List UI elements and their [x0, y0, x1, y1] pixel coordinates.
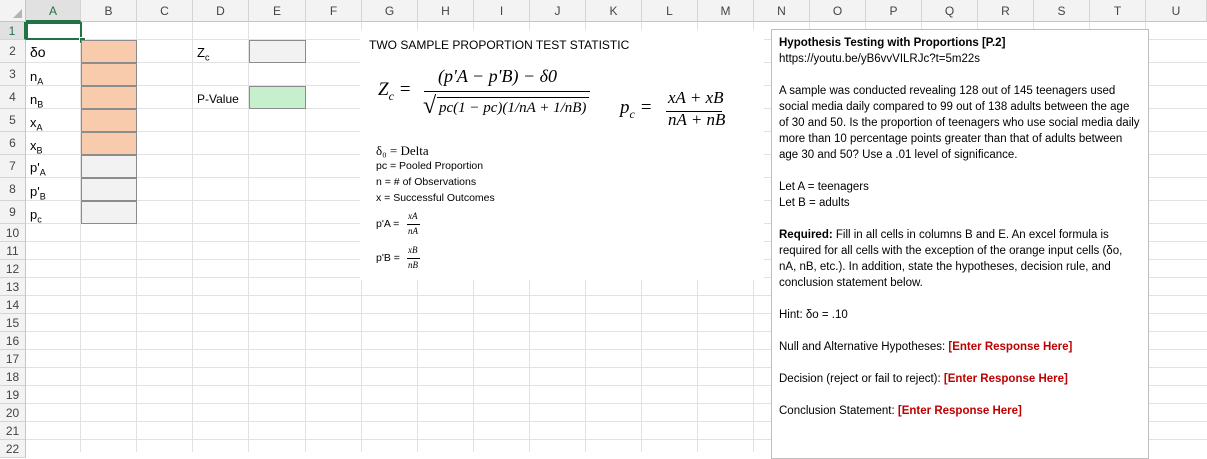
row-header-11[interactable]: 11	[0, 242, 26, 260]
null-response[interactable]: [Enter Response Here]	[948, 341, 1073, 353]
output-pvalue-cell[interactable]	[249, 86, 306, 109]
pa-num: xA	[408, 211, 418, 221]
row-header-9[interactable]: 9	[0, 201, 26, 224]
row-header-3[interactable]: 3	[0, 63, 26, 86]
column-header-a[interactable]: A	[26, 0, 81, 22]
row-header-6[interactable]: 6	[0, 132, 26, 155]
column-header-j[interactable]: J	[530, 0, 586, 22]
row-header-7[interactable]: 7	[0, 155, 26, 178]
textbox-conclusion	[779, 403, 1141, 419]
pa-definition: p'A =	[376, 218, 400, 230]
column-header-n[interactable]: N	[754, 0, 810, 22]
textbox-let-a: Let A = teenagers	[779, 181, 869, 193]
legend-pooled: pc = Pooled Proportion	[376, 160, 484, 172]
required-label: Required:	[779, 229, 833, 241]
row-header-20[interactable]: 20	[0, 404, 26, 422]
column-header-c[interactable]: C	[137, 0, 193, 22]
label-pvalue: P-Value	[197, 92, 239, 106]
formula-title: TWO SAMPLE PROPORTION TEST STATISTIC	[369, 38, 630, 52]
output-zc-cell[interactable]	[249, 40, 306, 63]
instructions-textbox[interactable]	[771, 29, 1149, 459]
pc-lhs: $p_c$ =	[620, 97, 653, 121]
pc-denominator: nA + nB	[668, 110, 726, 129]
column-header-i[interactable]: I	[474, 0, 530, 22]
row-header-5[interactable]: 5	[0, 109, 26, 132]
column-header-r[interactable]: R	[978, 0, 1034, 22]
label-xb: $x_B$	[30, 138, 43, 156]
label-xa: $x_A$	[30, 115, 43, 133]
column-header-m[interactable]: M	[698, 0, 754, 22]
row-header-1[interactable]: 1	[0, 22, 26, 40]
column-header-p[interactable]: P	[866, 0, 922, 22]
textbox-let-b: Let B = adults	[779, 197, 850, 209]
label-delta: δo	[30, 44, 46, 60]
column-header-o[interactable]: O	[810, 0, 866, 22]
row-header-12[interactable]: 12	[0, 260, 26, 278]
row-header-10[interactable]: 10	[0, 224, 26, 242]
pa-bar	[407, 224, 420, 225]
row-header-19[interactable]: 19	[0, 386, 26, 404]
textbox-decision	[779, 371, 1141, 387]
label-nb: $n_B$	[30, 92, 44, 110]
input-na-cell[interactable]	[81, 63, 137, 86]
null-label: Null and Alternative Hypotheses:	[779, 341, 949, 353]
pb-den: nB	[408, 260, 418, 270]
column-header-g[interactable]: G	[362, 0, 418, 22]
column-header-h[interactable]: H	[418, 0, 474, 22]
formula-image	[360, 30, 764, 280]
selected-cell-a1[interactable]	[26, 22, 82, 40]
decision-response[interactable]: [Enter Response Here]	[943, 373, 1068, 385]
row-header-15[interactable]: 15	[0, 314, 26, 332]
pb-num: xB	[408, 245, 418, 255]
input-nb-cell[interactable]	[81, 86, 137, 109]
input-xb-cell[interactable]	[81, 132, 137, 155]
label-pa: $p'_A$	[30, 160, 46, 178]
pc-numerator: xA + xB	[668, 88, 724, 107]
legend-observations: n = # of Observations	[376, 176, 477, 188]
pb-bar	[407, 258, 420, 259]
row-header-18[interactable]: 18	[0, 368, 26, 386]
column-header-t[interactable]: T	[1090, 0, 1146, 22]
required-text: Fill in all cells in columns B and E. An excel formula is required for all cells with the exception of the orange input cells (δo, nA, nB, etc.). In addition, state the hypotheses, decision rule, and conclusion statement below.	[779, 229, 1123, 289]
textbox-hint: Hint: δo = .10	[779, 309, 848, 321]
formula-pb-cell[interactable]	[81, 178, 137, 201]
row-header-13[interactable]: 13	[0, 278, 26, 296]
column-header-e[interactable]: E	[249, 0, 306, 22]
textbox-required	[779, 227, 1141, 291]
textbox-title: Hypothesis Testing with Proportions [P.2]	[779, 37, 1006, 49]
zc-denominator: pc(1 − pc)(1/nA + 1/nB)	[439, 100, 587, 116]
column-header-s[interactable]: S	[1034, 0, 1090, 22]
legend-outcomes: x = Successful Outcomes	[376, 192, 495, 204]
input-xa-cell[interactable]	[81, 109, 137, 132]
conclusion-label: Conclusion Statement:	[779, 405, 898, 417]
decision-label: Decision (reject or fail to reject):	[779, 373, 944, 385]
label-na: $n_A$	[30, 69, 44, 87]
column-header-d[interactable]: D	[193, 0, 249, 22]
row-header-14[interactable]: 14	[0, 296, 26, 314]
label-zc: $Z_c$	[197, 45, 210, 63]
textbox-url[interactable]: https://youtu.be/yB6vvVILRJc?t=5m22s	[779, 53, 981, 65]
row-header-16[interactable]: 16	[0, 332, 26, 350]
label-pc: $p_c$	[30, 207, 42, 225]
textbox-null-hypothesis	[779, 339, 1141, 355]
zc-sqrt-sign: √	[423, 93, 437, 119]
zc-fraction-bar	[424, 91, 590, 92]
column-header-q[interactable]: Q	[922, 0, 978, 22]
formula-pa-cell[interactable]	[81, 155, 137, 178]
label-pb: $p'_B$	[30, 184, 46, 202]
row-header-2[interactable]: 2	[0, 40, 26, 63]
row-header-4[interactable]: 4	[0, 86, 26, 109]
pa-den: nA	[408, 226, 418, 236]
row-header-8[interactable]: 8	[0, 178, 26, 201]
select-all-corner[interactable]	[0, 0, 26, 22]
zc-sqrt-overline	[437, 97, 589, 98]
input-delta-cell[interactable]	[81, 40, 137, 63]
grid-column-line	[192, 22, 193, 452]
column-header-u[interactable]: U	[1146, 0, 1207, 22]
zc-numerator: (p'A − p'B) − δ0	[438, 66, 558, 86]
conclusion-response[interactable]: [Enter Response Here]	[897, 405, 1022, 417]
legend-delta: δ₀ = Delta	[376, 143, 429, 158]
pb-definition: p'B =	[376, 252, 400, 264]
row-header-21[interactable]: 21	[0, 422, 26, 440]
row-header-17[interactable]: 17	[0, 350, 26, 368]
column-header-b[interactable]: B	[81, 0, 137, 22]
zc-lhs: $Z_c$ =	[378, 79, 412, 103]
column-header-f[interactable]: F	[306, 0, 362, 22]
column-header-k[interactable]: K	[586, 0, 642, 22]
row-header-22[interactable]: 22	[0, 440, 26, 458]
column-header-l[interactable]: L	[642, 0, 698, 22]
formula-pc-cell[interactable]	[81, 201, 137, 224]
textbox-problem: A sample was conducted revealing 128 out of 145 teenagers used social media daily compared to 99 out of 138 adults between the age of 30 and 50. Is the proportion of teenagers who use social media daily more than 10 percentage points greater than that of adults between age 30 and 50? Use a .01 level of significance.	[779, 85, 1140, 161]
